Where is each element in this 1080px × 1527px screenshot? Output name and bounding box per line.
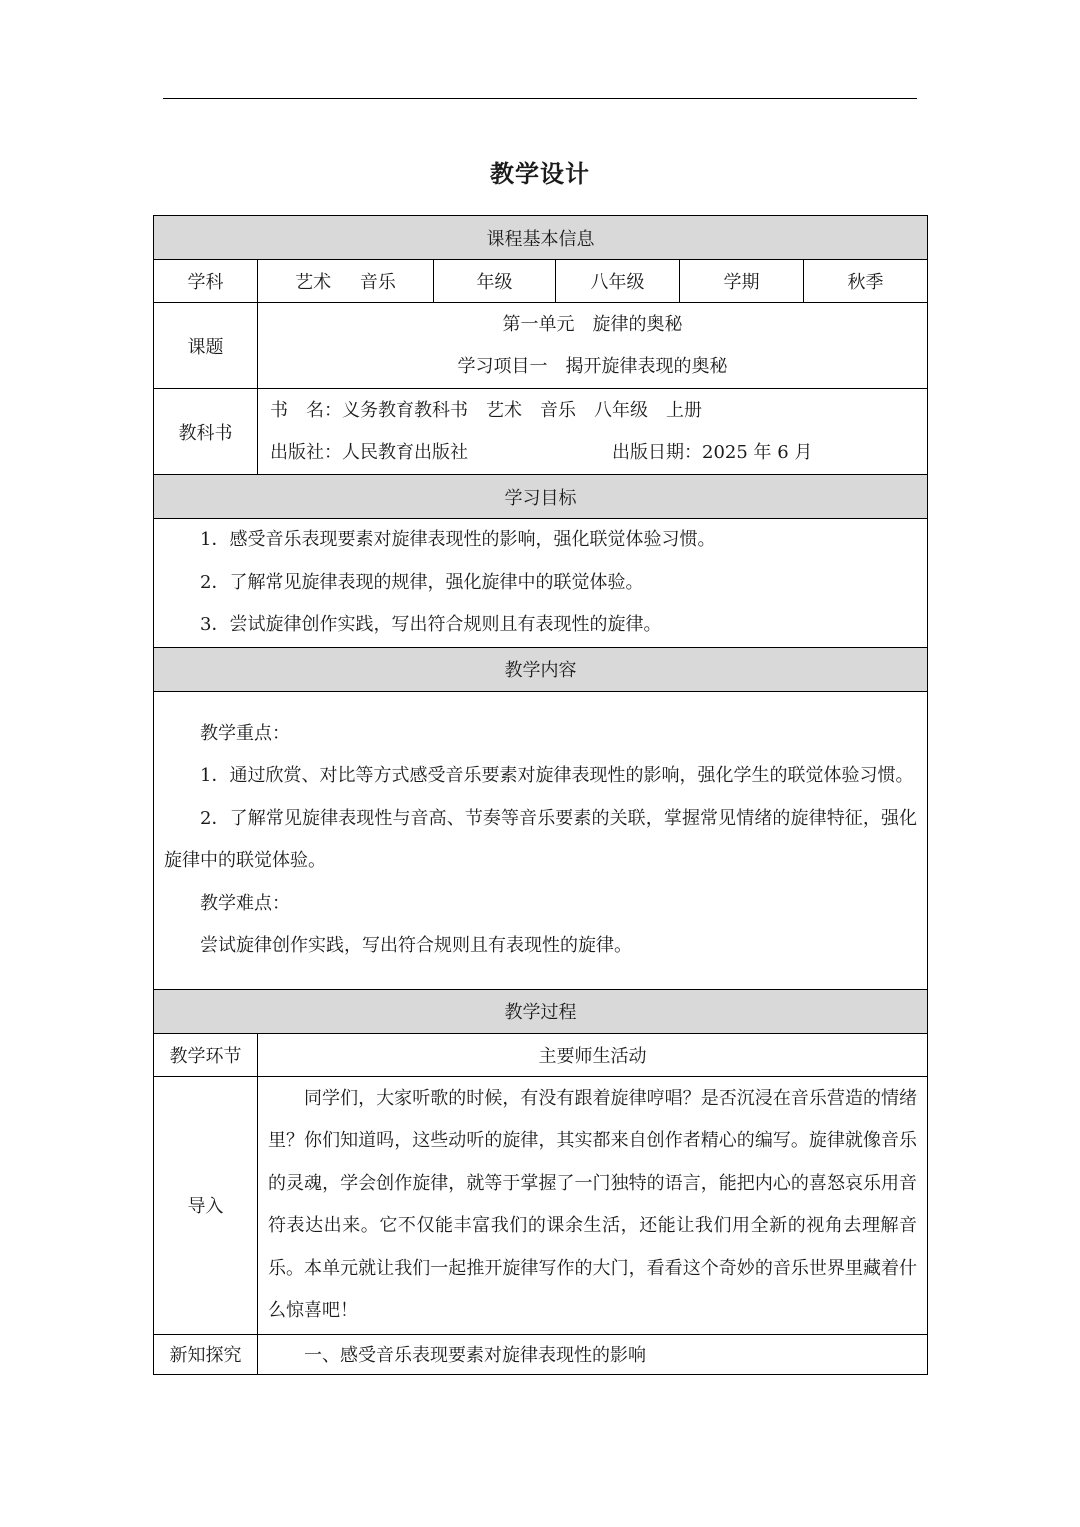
term-label: 学期: [680, 260, 804, 303]
activity-cell: [258, 1076, 928, 1334]
objective-item: 3．尝试旋律创作实践，写出符合规则且有表现性的旋律。: [200, 614, 662, 635]
lesson-design-table: [153, 215, 928, 1375]
document-title: 教学设计: [490, 159, 590, 188]
content-header-row: [154, 647, 928, 691]
textbook-label: 教科书: [154, 389, 258, 475]
subject-value: 艺术 音乐: [258, 260, 434, 303]
subject-label: 学科: [154, 260, 258, 303]
content-row: [154, 691, 928, 989]
process-header: 教学过程: [154, 989, 928, 1033]
term-value: 秋季: [804, 260, 928, 303]
objectives-row: [154, 519, 928, 648]
activity-text: 一、感受音乐表现要素对旋律表现性的影响: [304, 1345, 646, 1366]
header-rule: [163, 98, 917, 99]
basic-info-header: 课程基本信息: [154, 216, 928, 260]
objectives-header: 学习目标: [154, 475, 928, 519]
objectives-header-row: [154, 475, 928, 519]
grade-label: 年级: [434, 260, 556, 303]
topic-line-1: 第一单元 旋律的奥秘: [502, 313, 683, 335]
activity-column-header: 主要师生活动: [258, 1033, 928, 1076]
topic-label: 课题: [154, 303, 258, 389]
objectives-list: [154, 519, 928, 648]
content-header: 教学内容: [154, 647, 928, 691]
key-points-label: 教学重点：: [200, 722, 290, 744]
difficult-point-item: 尝试旋律创作实践，写出符合规则且有表现性的旋律。: [200, 935, 632, 956]
teaching-content: [154, 691, 928, 989]
process-header-row: [154, 989, 928, 1033]
basic-info-header-row: [154, 216, 928, 260]
topic-row: [154, 303, 928, 389]
activity-text: 同学们，大家听歌的时候，有没有跟着旋律哼唱？是否沉浸在音乐营造的情绪里？你们知道吗，这些动听的旋律，其实都来自创作者精心的编写。旋律就像音乐的灵魂，学会创作旋律，就等于掌握了一门独特的语言，能把内心的喜怒哀乐用音符表达出来。它不仅能丰富我们的课余生活，还能让我们用全新的视角去理解音乐。本单元就让我们一起推开旋律写作的大门，看看这个奇妙的音乐世界里藏着什么惊喜吧！: [268, 1087, 918, 1321]
topic-value: [258, 303, 928, 389]
activity-cell: [258, 1334, 928, 1374]
book-name: 书 名：义务教育教科书 艺术 音乐 八年级 上册: [270, 399, 702, 421]
stage-cell: 新知探究: [154, 1334, 258, 1374]
subject-row: [154, 260, 928, 303]
textbook-info: [258, 389, 928, 475]
process-row: [154, 1334, 928, 1374]
difficult-points-label: 教学难点：: [200, 892, 290, 914]
objective-item: 2．了解常见旋律表现的规律，强化旋律中的联觉体验。: [200, 571, 644, 593]
key-point-item: 1．通过欣赏、对比等方式感受音乐要素对旋律表现性的影响，强化学生的联觉体验习惯。: [200, 765, 914, 786]
topic-line-2: 学习项目一 揭开旋律表现的奥秘: [457, 355, 728, 377]
textbook-row: [154, 389, 928, 475]
key-point-item: 2．了解常见旋律表现性与音高、节奏等音乐要素的关联，掌握常见情绪的旋律特征，强化旋律中的联觉体验。: [164, 807, 918, 871]
stage-cell: 导入: [154, 1076, 258, 1334]
publisher-line: 出版社：人民教育出版社 出版日期：2025 年 6 月: [270, 441, 813, 463]
process-columns-row: [154, 1033, 928, 1076]
objective-item: 1．感受音乐表现要素对旋律表现性的影响，强化联觉体验习惯。: [200, 529, 716, 550]
grade-value: 八年级: [556, 260, 680, 303]
stage-column-header: 教学环节: [154, 1033, 258, 1076]
process-row: [154, 1076, 928, 1334]
